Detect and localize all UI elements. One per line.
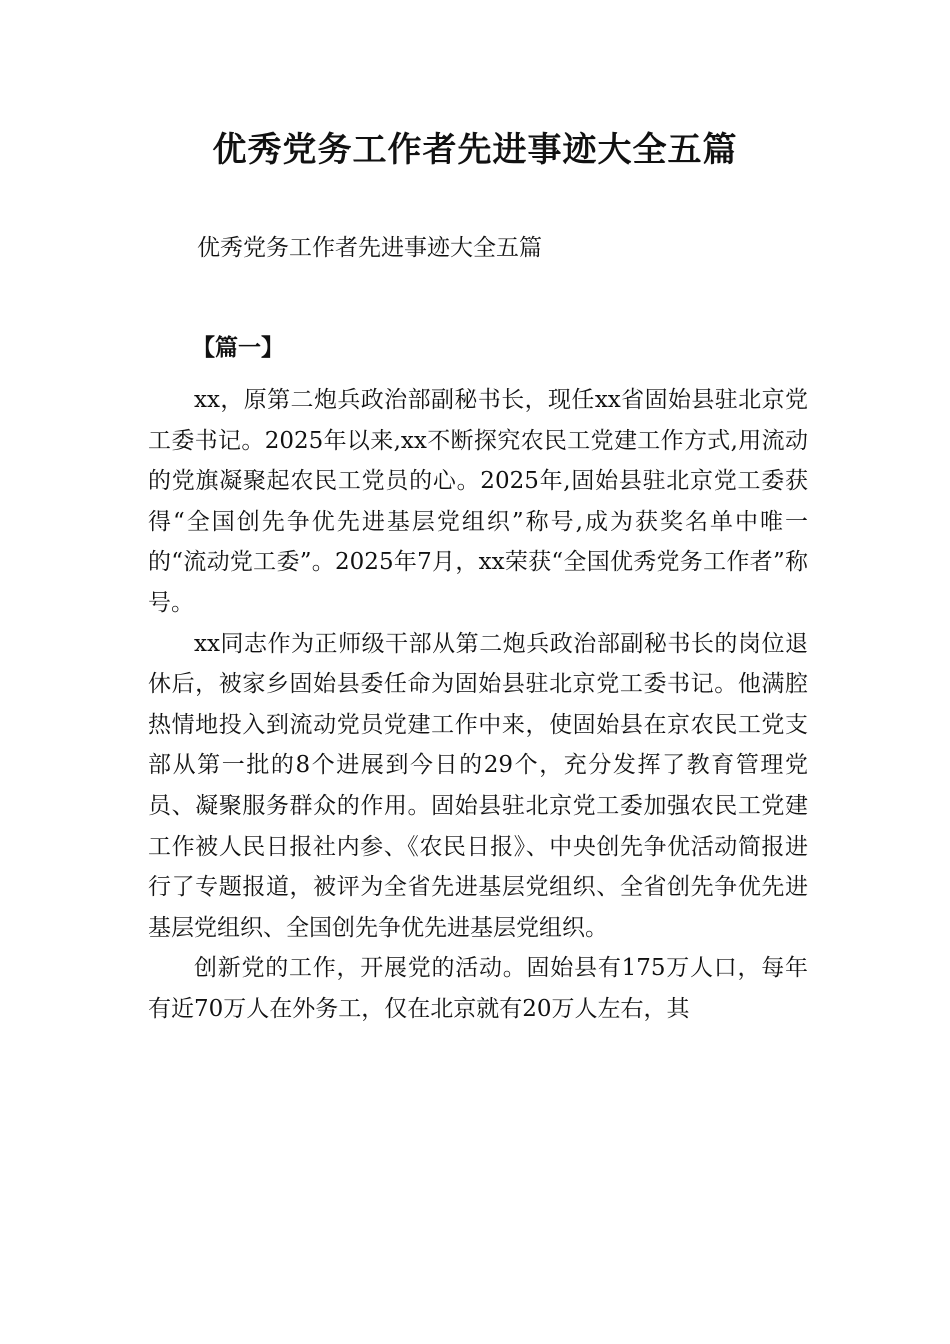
document-title: 优秀党务工作者先进事迹大全五篇 (212, 130, 738, 170)
document-subtitle: 优秀党务工作者先进事迹大全五篇 (197, 235, 542, 261)
paragraph-3: 创新党的工作，开展党的活动。固始县有175万人口，每年有近70万人在外务工，仅在北京就有20万人左右，其 (148, 955, 808, 1022)
document-body (148, 380, 808, 1030)
section-label: 【篇一】 (192, 334, 284, 361)
paragraph-1: xx，原第二炮兵政治部副秘书长，现任xx省固始县驻北京党工委书记。2025年以来,xx不断探究农民工党建工作方式,用流动的党旗凝聚起农民工党员的心。2025年,固始县驻北京党工委获得“全国创先争优先进基层党组织”称号,成为获奖名单中唯一的“流动党工委”。2025年7月，xx荣获“全国优秀党务工作者”称号。 (148, 387, 808, 616)
paragraph-2: xx同志作为正师级干部从第二炮兵政治部副秘书长的岗位退休后，被家乡固始县委任命为固始县驻北京党工委书记。他满腔热情地投入到流动党员党建工作中来，使固始县在京农民工党支部从第一批的8个进展到今日的29个，充分发挥了教育管理党员、凝聚服务群众的作用。固始县驻北京党工委加强农民工党建工作被人民日报社内参、《农民日报》、中央创先争优活动简报进行了专题报道，被评为全省先进基层党组织、全省创先争优先进基层党组织、全国创先争优先进基层党组织。 (148, 630, 808, 941)
